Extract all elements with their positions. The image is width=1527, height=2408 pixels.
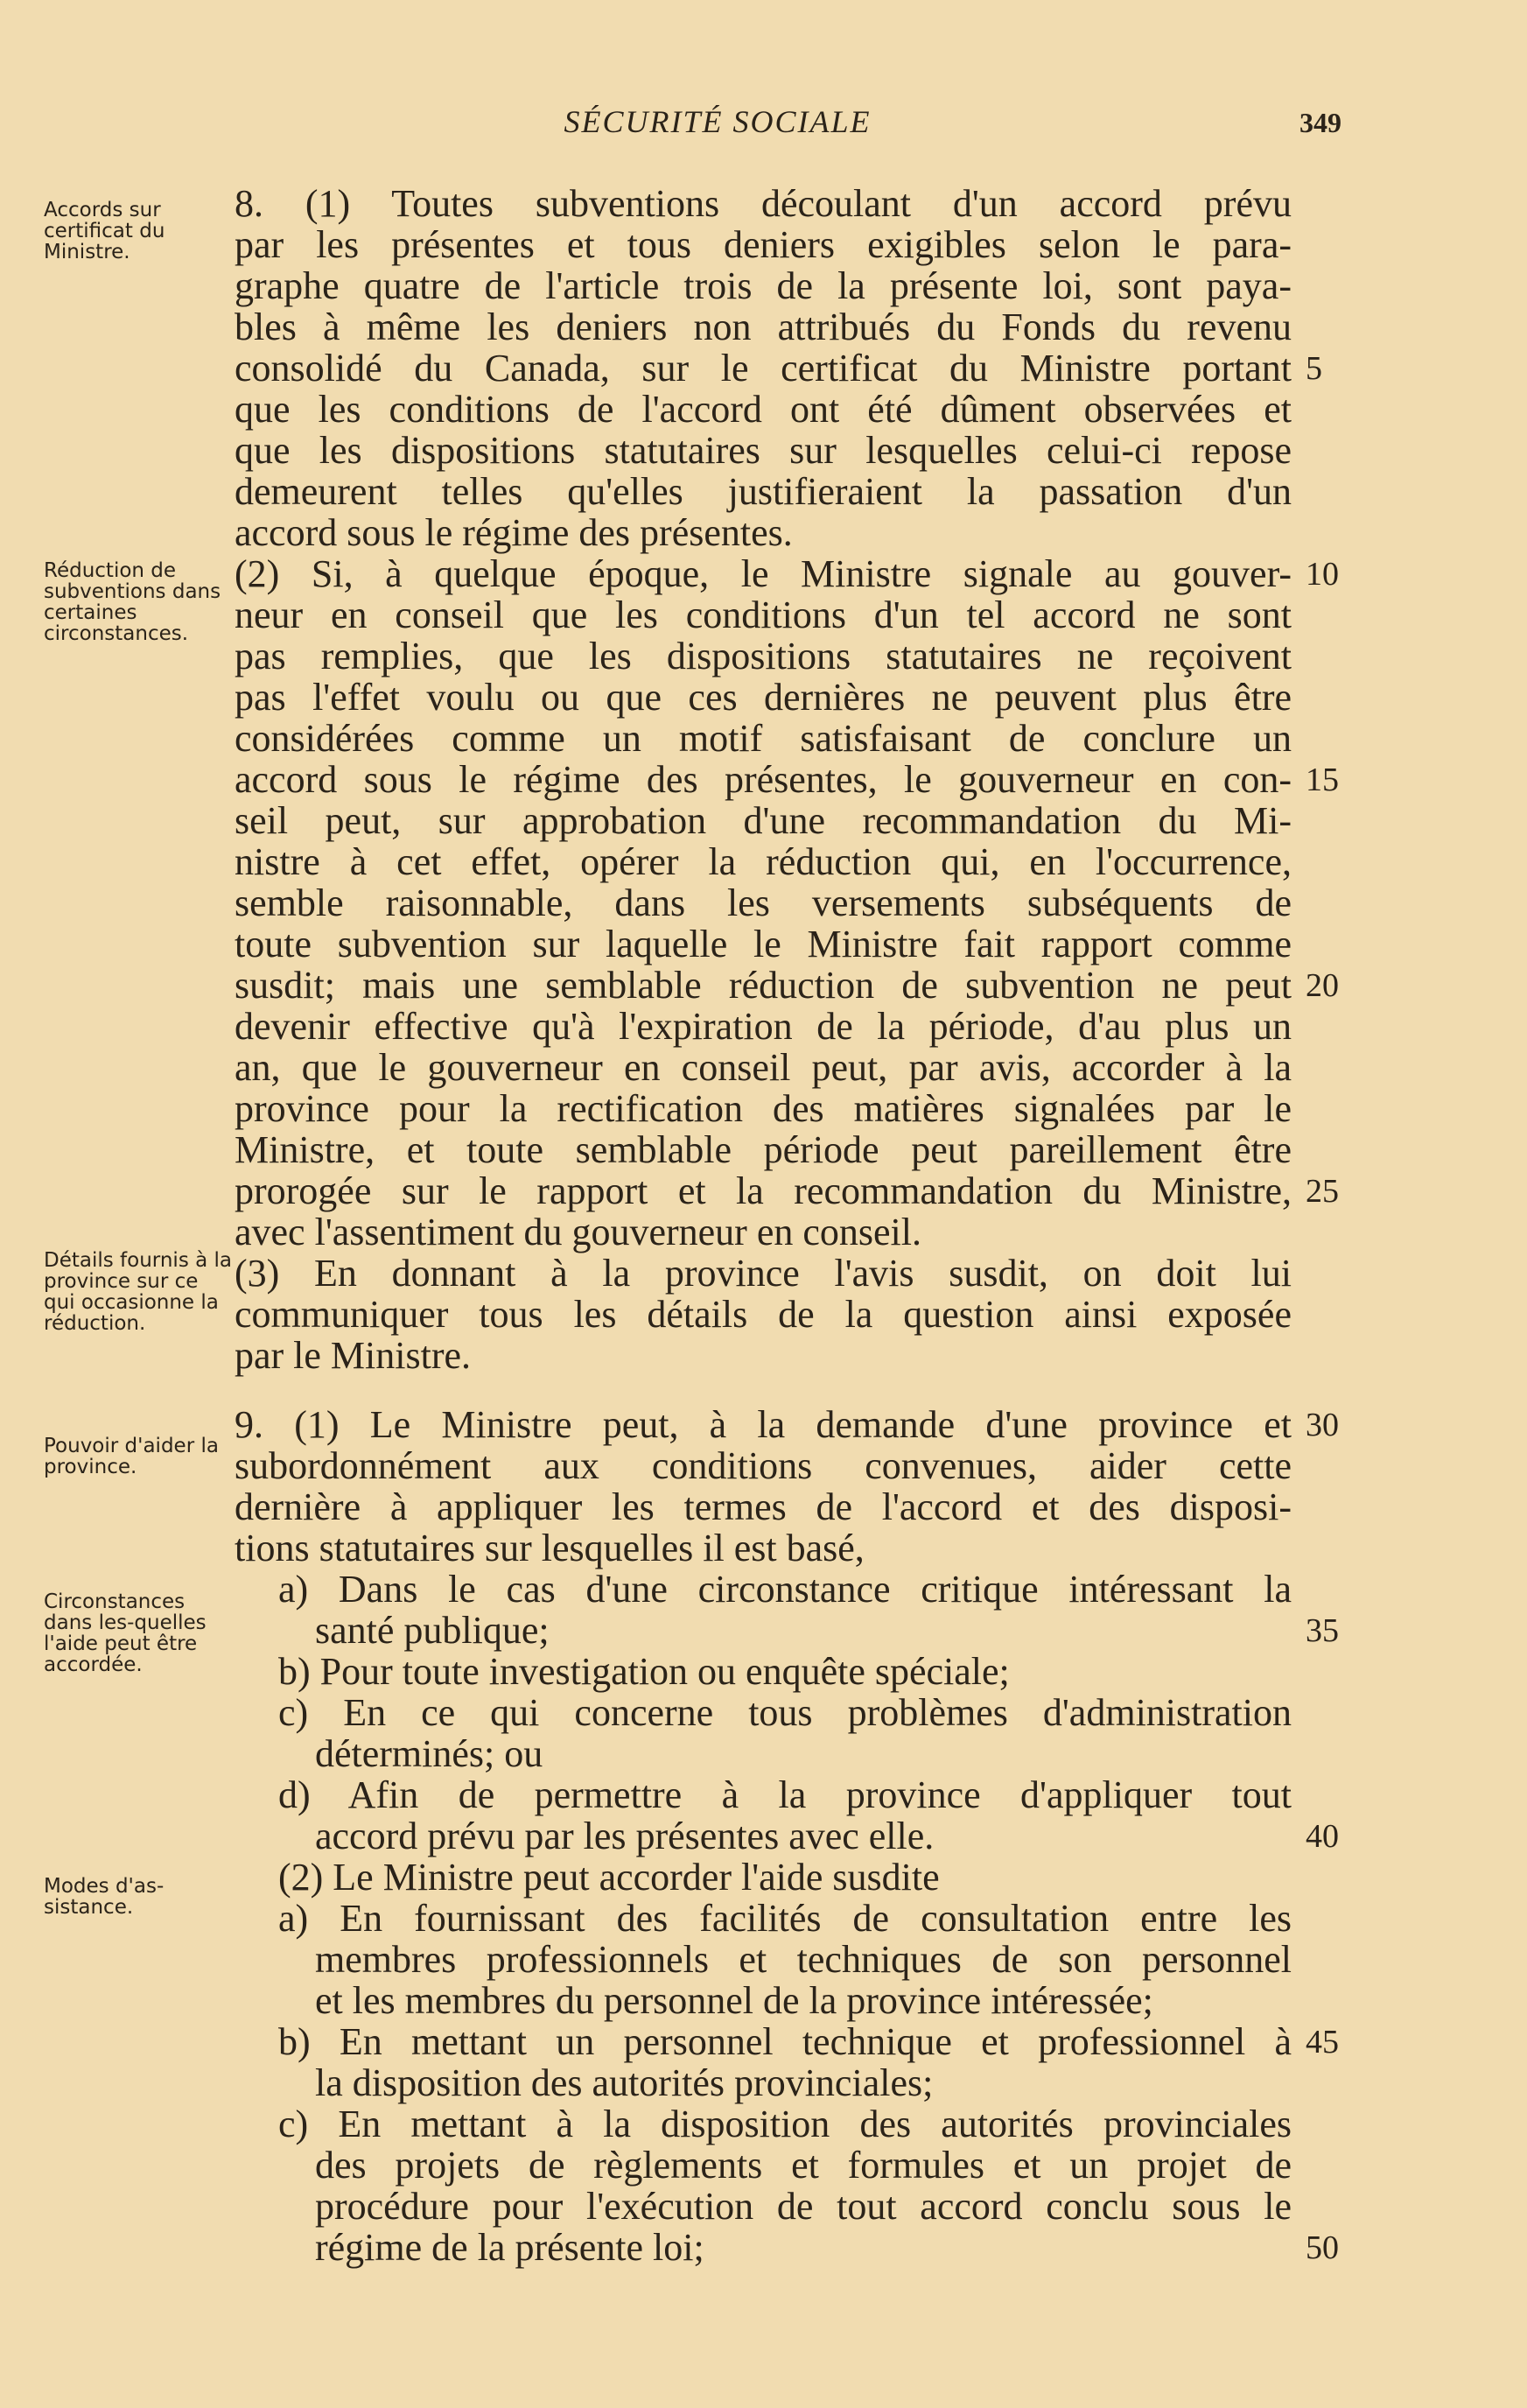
text-line: Ministre, et toute semblable période peut pareillement être [235,1128,1292,1171]
text-line: communiquer tous les détails de la question ainsi exposée [235,1293,1292,1336]
text-line: accord sous le régime des présentes. [235,511,793,554]
text-line: procédure pour l'exécution de tout accord conclu sous le [315,2185,1292,2228]
text-line: et les membres du personnel de la province intéressée; [315,1979,1153,2022]
text-line: prorogée sur le rapport et la recommandation du Ministre, [235,1169,1292,1212]
text-line: c) En mettant à la disposition des autorités provinciales [278,2103,1292,2145]
text-line: graphe quatre de l'article trois de la présente loi, sont paya- [235,264,1292,307]
text-line: b) En mettant un personnel technique et professionnel à [278,2020,1292,2063]
text-line: accord prévu par les présentes avec elle. [315,1815,935,1857]
text-line: 8. (1) Toutes subventions découlant d'un accord prévu [235,182,1292,225]
text-line: (3) En donnant à la province l'avis susdit, on doit lui [235,1252,1292,1295]
text-line: pas remplies, que les dispositions statutaires ne reçoivent [235,635,1292,677]
line-number: 40 [1306,1818,1339,1855]
margin-note: Détails fournis à la province sur ce qui occasionne la réduction. [44,1249,232,1335]
text-line: c) En ce qui concerne tous problèmes d'administration [278,1691,1292,1734]
line-number: 45 [1306,2024,1339,2060]
text-line: 9. (1) Le Ministre peut, à la demande d'une province et [235,1403,1292,1446]
text-line: demeurent telles qu'elles justifieraient la passation d'un [235,470,1292,513]
text-line: dernière à appliquer les termes de l'accord et des disposi- [235,1485,1292,1528]
margin-note: Réduction de subventions dans certaines circonstances. [44,559,221,645]
text-line: an, que le gouverneur en conseil peut, par avis, accorder à la [235,1046,1292,1089]
text-line: toute subvention sur laquelle le Ministre fait rapport comme [235,923,1292,965]
text-line: considérées comme un motif satisfaisant de conclure un [235,717,1292,760]
text-line: par les présentes et tous deniers exigibles selon le para- [235,223,1292,266]
text-line: bles à même les deniers non attribués du Fonds du revenu [235,305,1292,348]
text-line: régime de la présente loi; [315,2226,704,2269]
text-line: déterminés; ou [315,1732,543,1775]
text-line: a) En fournissant des facilités de consultation entre les [278,1897,1292,1940]
text-line: que les dispositions statutaires sur lesquelles celui-ci repose [235,429,1292,472]
text-line: (2) Le Ministre peut accorder l'aide susdite [278,1856,940,1899]
text-line: pas l'effet voulu ou que ces dernières ne peuvent plus être [235,676,1292,719]
margin-note: Circonstances dans les-quelles l'aide peut être accordée. [44,1590,207,1676]
line-number: 10 [1306,556,1339,593]
text-line: (2) Si, à quelque époque, le Ministre signale au gouver- [235,552,1292,595]
text-line: subordonnément aux conditions convenues, aider cette [235,1444,1292,1487]
margin-note: Pouvoir d'aider la province. [44,1435,219,1478]
text-line: avec l'assentiment du gouverneur en conseil. [235,1211,921,1253]
text-line: nistre à cet effet, opérer la réduction qui, en l'occurrence, [235,840,1292,883]
text-line: b) Pour toute investigation ou enquête spéciale; [278,1650,1010,1693]
text-line: membres professionnels et techniques de son personnel [315,1938,1292,1981]
line-number: 20 [1306,967,1339,1004]
line-number: 50 [1306,2229,1339,2266]
text-line: des projets de règlements et formules et un projet de [315,2144,1292,2187]
margin-note: Accords sur certificat du Ministre. [44,199,165,263]
page-number: 349 [1299,107,1341,138]
text-line: a) Dans le cas d'une circonstance critique intéressant la [278,1568,1292,1611]
text-line: devenir effective qu'à l'expiration de la période, d'au plus un [235,1005,1292,1048]
margin-note: Modes d'as-sistance. [44,1875,165,1919]
text-line: que les conditions de l'accord ont été dûment observées et [235,388,1292,431]
text-line: semble raisonnable, dans les versements subséquents de [235,881,1292,924]
line-number: 35 [1306,1612,1339,1649]
text-line: tions statutaires sur lesquelles il est basé, [235,1527,865,1569]
text-line: consolidé du Canada, sur le certificat du Ministre portant [235,347,1292,390]
line-number: 15 [1306,762,1339,798]
line-number: 5 [1306,350,1322,387]
text-line: seil peut, sur approbation d'une recommandation du Mi- [235,799,1292,842]
text-line: neur en conseil que les conditions d'un tel accord ne sont [235,593,1292,636]
text-line: d) Afin de permettre à la province d'appliquer tout [278,1773,1292,1816]
text-line: santé publique; [315,1609,550,1652]
text-line: la disposition des autorités provinciales; [315,2061,934,2104]
text-line: accord sous le régime des présentes, le gouverneur en con- [235,758,1292,801]
text-line: par le Ministre. [235,1334,472,1377]
running-title: SÉCURITÉ SOCIALE [564,104,872,139]
text-line: province pour la rectification des matières signalées par le [235,1087,1292,1130]
line-number: 25 [1306,1173,1339,1210]
line-number: 30 [1306,1407,1339,1443]
text-line: susdit; mais une semblable réduction de subvention ne peut [235,964,1292,1007]
